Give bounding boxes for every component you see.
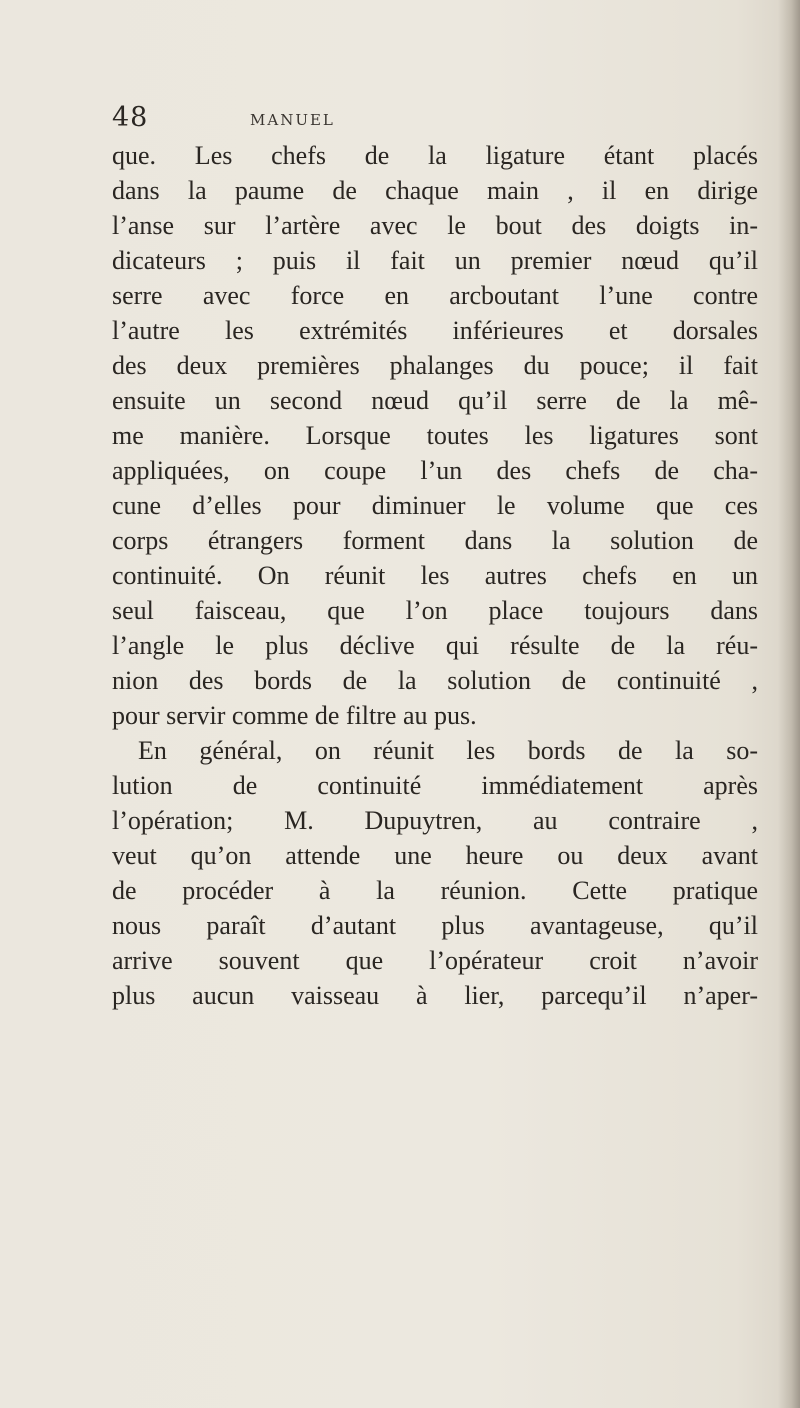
paragraph-end-line: pour servir comme de filtre au pus.: [112, 701, 477, 730]
text-line: appliquées, on coupe l’un des chefs de cha-: [112, 456, 758, 485]
text-line: que. Les chefs de la ligature étant placés: [112, 141, 758, 170]
body-text: [112, 138, 758, 1013]
text-line: plus aucun vaisseau à lier, parcequ’il n’aper-: [112, 981, 758, 1010]
text-line: continuité. On réunit les autres chefs en un: [112, 561, 758, 590]
text-line: ensuite un second nœud qu’il serre de la mê-: [112, 386, 758, 415]
text-line: arrive souvent que l’opérateur croit n’avoir: [112, 946, 758, 975]
text-line: l’opération; M. Dupuytren, au contraire ,: [112, 806, 758, 835]
text-line: dans la paume de chaque main , il en dirige: [112, 176, 758, 205]
text-line: veut qu’on attende une heure ou deux avant: [112, 841, 758, 870]
text-line: cune d’elles pour diminuer le volume que ces: [112, 491, 758, 520]
text-line: dicateurs ; puis il fait un premier nœud qu’il: [112, 246, 758, 275]
text-line: des deux premières phalanges du pouce; il fait: [112, 351, 758, 380]
text-line: l’angle le plus déclive qui résulte de la réu-: [112, 631, 758, 660]
text-line: nous paraît d’autant plus avantageuse, qu’il: [112, 911, 758, 940]
text-line: corps étrangers forment dans la solution de: [112, 526, 758, 555]
text-line: nion des bords de la solution de continuité ,: [112, 666, 758, 695]
page-header: [112, 98, 732, 138]
text-line: l’anse sur l’artère avec le bout des doigts in-: [112, 211, 758, 240]
text-line: seul faisceau, que l’on place toujours dans: [112, 596, 758, 625]
text-line: de procéder à la réunion. Cette pratique: [112, 876, 758, 905]
page-number: 48: [112, 102, 149, 133]
paragraph-start-line: En général, on réunit les bords de la so-: [138, 736, 758, 765]
text-line: serre avec force en arcboutant l’une contre: [112, 281, 758, 310]
running-head: MANUEL: [250, 111, 335, 129]
text-line: lution de continuité immédiatement après: [112, 771, 758, 800]
text-line: me manière. Lorsque toutes les ligatures sont: [112, 421, 758, 450]
text-line: l’autre les extrémités inférieures et dorsales: [112, 316, 758, 345]
page-edge-shadow: [778, 0, 800, 1408]
